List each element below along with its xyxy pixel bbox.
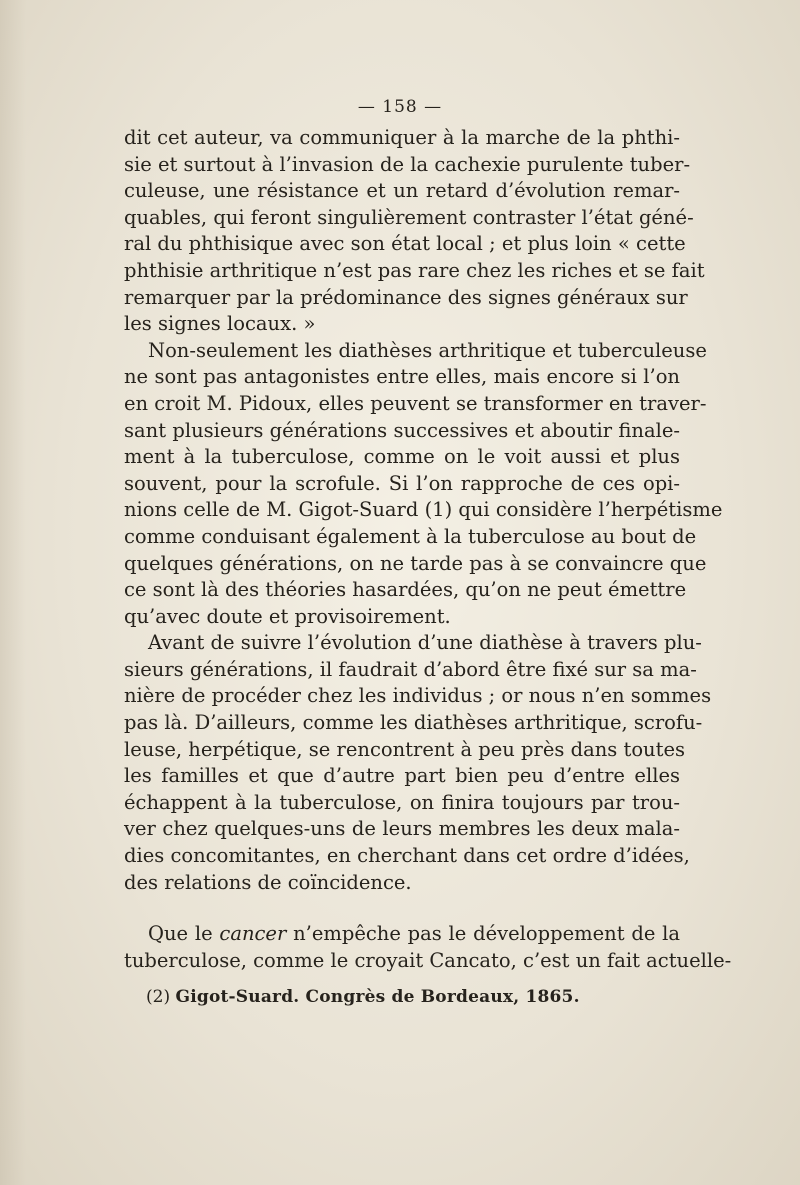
text-line: remarquer par la prédominance des signes généraux sur xyxy=(124,285,688,309)
text-line xyxy=(124,921,680,948)
text-line: ral du phthisique avec son état local ; et plus loin « cette xyxy=(124,232,686,256)
text-line: sieurs générations, il faudrait d’abord être fixé sur sa ma- xyxy=(124,657,697,681)
text-line: des relations de coïncidence. xyxy=(124,870,412,894)
text-line: Avant de suivre l’évolution d’une diathèse à travers plu- xyxy=(148,631,702,655)
text-line: Non-seulement les diathèses arthritique et tuberculeuse xyxy=(148,338,707,362)
text-line: sie et surtout à l’invasion de la cachexie purulente tuber- xyxy=(124,152,691,176)
text-line: sant plusieurs générations successives et aboutir finale- xyxy=(124,418,680,442)
text-line: tuberculose, comme le croyait Cancato, c’est un fait actuelle- xyxy=(124,948,732,972)
page-number-header: — 158 — xyxy=(357,97,443,117)
text-line: culeuse, une résistance et un retard d’évolution remar- xyxy=(124,179,680,203)
text-line: les signes locaux. » xyxy=(124,312,316,336)
text-line: en croit M. Pidoux, elles peuvent se transformer en traver- xyxy=(124,391,707,415)
text-fragment: n’empêche pas le développement de la xyxy=(286,922,680,946)
text-line: ver chez quelques-uns de leurs membres les deux mala- xyxy=(124,817,680,841)
italic-word: cancer xyxy=(219,922,287,946)
text-line: comme conduisant également à la tuberculose au bout de xyxy=(124,524,697,548)
page-gutter-shadow xyxy=(0,0,26,1185)
text-line: échappent à la tuberculose, on finira toujours par trou- xyxy=(124,790,680,814)
text-line: ce sont là des théories hasardées, qu’on ne peut émettre xyxy=(124,578,687,602)
footnote-reference: Gigot-Suard. Congrès de Bordeaux, 1865. xyxy=(175,987,580,1007)
text-line: pas là. D’ailleurs, comme les diathèses arthritique, scrofu- xyxy=(124,711,703,735)
text-line: dit cet auteur, va communiquer à la marche de la phthi- xyxy=(124,126,680,149)
body-text xyxy=(124,125,732,974)
text-line: nions celle de M. Gigot-Suard (1) qui considère l’herpétisme xyxy=(124,498,723,522)
text-line: qu’avec doute et provisoirement. xyxy=(124,604,451,628)
text-line: les familles et que d’autre part bien peu d’entre elles xyxy=(124,764,680,788)
text-line: quelques générations, on ne tarde pas à se convaincre que xyxy=(124,551,707,575)
text-line: leuse, herpétique, se rencontrent à peu près dans toutes xyxy=(124,737,685,761)
footnote-marker: (2) xyxy=(146,987,171,1007)
text-line: quables, qui feront singulièrement contraster l’état géné- xyxy=(124,205,694,229)
text-line: ne sont pas antagonistes entre elles, mais encore si l’on xyxy=(124,365,680,389)
text-line: nière de procéder chez les individus ; or nous n’en sommes xyxy=(124,684,712,708)
footnote xyxy=(146,985,580,1009)
text-line: phthisie arthritique n’est pas rare chez les riches et se fait xyxy=(124,258,705,282)
text-line: dies concomitantes, en cherchant dans cet ordre d’idées, xyxy=(124,844,690,868)
text-line: souvent, pour la scrofule. Si l’on rapproche de ces opi- xyxy=(124,471,680,495)
text-line: ment à la tuberculose, comme on le voit aussi et plus xyxy=(124,445,680,469)
text-fragment: Que le xyxy=(148,922,220,946)
